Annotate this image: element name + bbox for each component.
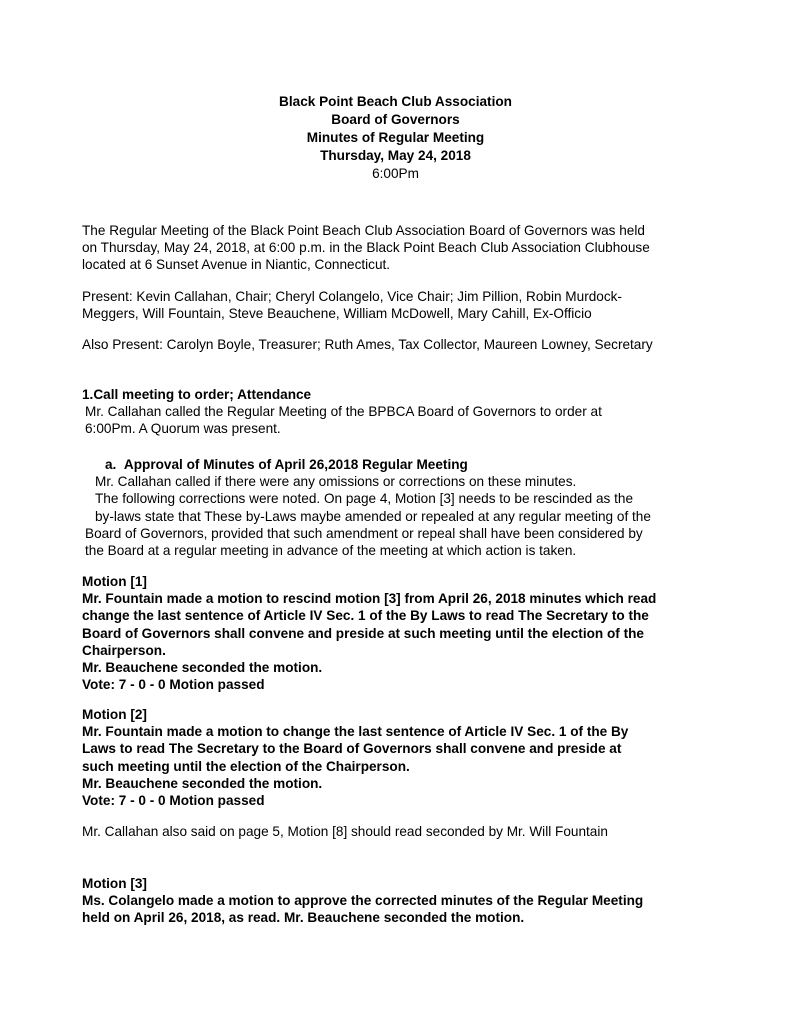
motion-2-vote: Vote: 7 - 0 - 0 Motion passed xyxy=(82,793,265,809)
present-paragraph xyxy=(82,288,722,322)
motion-2-line: Mr. Beauchene seconded the motion. xyxy=(82,775,323,791)
section-number: 1. xyxy=(82,387,94,402)
motion-3-line: held on April 26, 2018, as read. Mr. Beauchene seconded the motion. xyxy=(82,910,525,926)
also-present-line: Also Present: Carolyn Boyle, Treasurer; Ruth Ames, Tax Collector, Maureen Lowney, Secretary xyxy=(82,337,653,352)
motion-3 xyxy=(82,875,722,927)
document-header xyxy=(0,93,791,183)
intro-line: The Regular Meeting of the Black Point Beach Club Association Board of Governors was held xyxy=(82,223,645,238)
motion-3-title: Motion [3] xyxy=(82,876,147,891)
document-title: Minutes of Regular Meeting xyxy=(306,130,485,145)
org-name: Black Point Beach Club Association xyxy=(279,94,512,109)
item-a xyxy=(82,456,722,559)
motion-1-line: Mr. Beauchene seconded the motion. xyxy=(82,660,323,676)
correction-note xyxy=(82,823,722,840)
motion-3-line: Ms. Colangelo made a motion to approve the corrected minutes of the Regular Meeting xyxy=(82,893,644,909)
motion-1-line: Chairperson. xyxy=(82,642,166,658)
motion-2-line: Mr. Fountain made a motion to change the last sentence of Article IV Sec. 1 of the By xyxy=(82,724,629,740)
section-1-heading xyxy=(82,386,722,403)
intro-line: located at 6 Sunset Avenue in Niantic, Connecticut. xyxy=(82,257,391,273)
intro-paragraph xyxy=(82,222,722,274)
section-title: Call meeting to order; Attendance xyxy=(93,387,312,402)
meeting-date: Thursday, May 24, 2018 xyxy=(320,148,471,163)
item-letter: a. xyxy=(105,457,117,472)
item-a-line: Mr. Callahan called if there were any omissions or corrections on these minutes. xyxy=(95,474,577,490)
motion-1 xyxy=(82,573,722,693)
item-a-heading xyxy=(82,456,722,473)
section-1 xyxy=(82,386,722,438)
motion-2 xyxy=(82,706,722,809)
item-a-line: The following corrections were noted. On page 4, Motion [3] needs to be rescinded as the xyxy=(95,491,634,507)
motion-1-title: Motion [1] xyxy=(82,574,147,589)
intro-line: on Thursday, May 24, 2018, at 6:00 p.m. in the Black Point Beach Club Association Clubhouse xyxy=(82,240,650,256)
motion-1-line: change the last sentence of Article IV Sec. 1 of the By Laws to read The Secretary to the xyxy=(82,608,649,624)
motion-2-line: such meeting until the election of the Chairperson. xyxy=(82,758,410,774)
item-a-line: Board of Governors, provided that such amendment or repeal shall have been considered by xyxy=(85,525,643,541)
also-present-paragraph xyxy=(82,336,722,353)
board-name: Board of Governors xyxy=(331,112,460,127)
motion-2-title: Motion [2] xyxy=(82,707,147,722)
motion-1-vote: Vote: 7 - 0 - 0 Motion passed xyxy=(82,677,265,693)
item-a-line: the Board at a regular meeting in advance of the meeting at which action is taken. xyxy=(85,543,577,559)
present-line: Meggers, Will Fountain, Steve Beauchene, William McDowell, Mary Cahill, Ex-Officio xyxy=(82,306,592,322)
meeting-time: 6:00Pm xyxy=(372,166,419,181)
item-a-line: by-laws state that These by-Laws maybe amended or repealed at any regular meeting of the xyxy=(95,508,651,524)
motion-1-line: Board of Governors shall convene and preside at such meeting until the election of the xyxy=(82,625,644,641)
motion-2-line: Laws to read The Secretary to the Board of Governors shall convene and preside at xyxy=(82,741,622,757)
correction-note-line: Mr. Callahan also said on page 5, Motion [8] should read seconded by Mr. Will Fountain xyxy=(82,824,608,839)
section-1-line: Mr. Callahan called the Regular Meeting of the BPBCA Board of Governors to order at xyxy=(85,404,602,420)
section-1-line: 6:00Pm. A Quorum was present. xyxy=(85,421,281,437)
item-title: Approval of Minutes of April 26,2018 Regular Meeting xyxy=(123,457,468,472)
present-line: Present: Kevin Callahan, Chair; Cheryl Colangelo, Vice Chair; Jim Pillion, Robin Murdock- xyxy=(82,289,622,304)
motion-1-line: Mr. Fountain made a motion to rescind motion [3] from April 26, 2018 minutes which read xyxy=(82,591,657,607)
